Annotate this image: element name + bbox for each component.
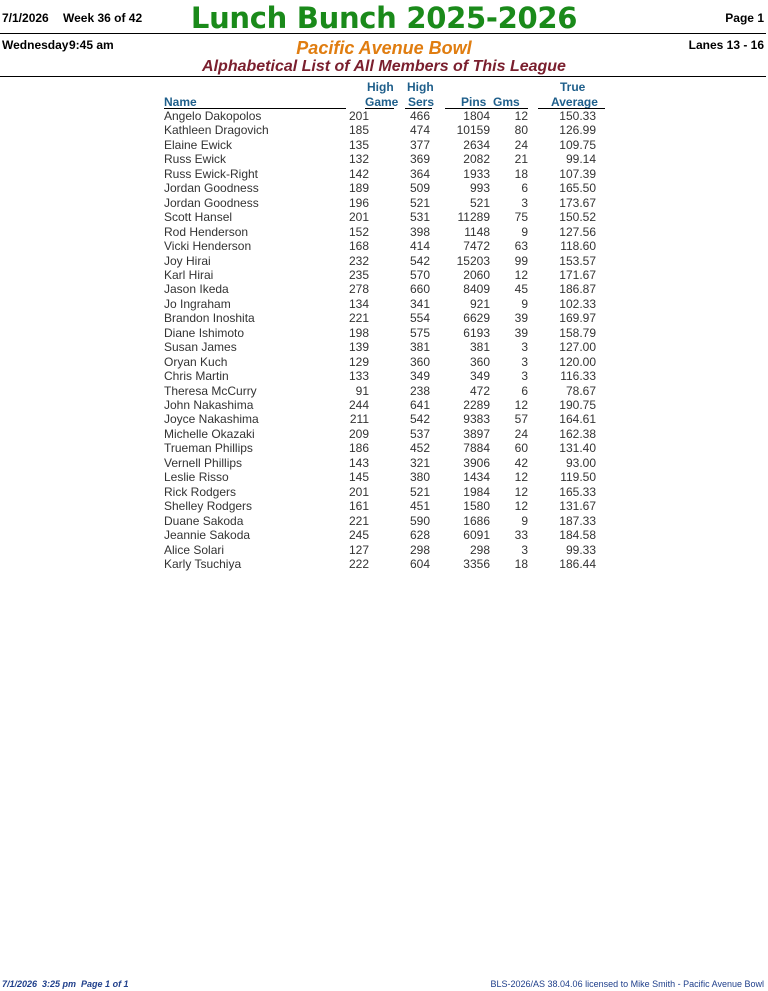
high-game-value: 278	[348, 282, 369, 297]
high-series-value: 542	[409, 253, 430, 268]
games-value: 99	[514, 253, 528, 268]
member-row	[0, 557, 768, 572]
page-number: Page 1	[725, 11, 764, 25]
member-name: Diane Ishimoto	[164, 325, 245, 340]
high-series-value: 360	[409, 354, 430, 369]
games-value: 24	[514, 137, 528, 152]
high-series-value: 380	[409, 470, 430, 485]
true-average-value: 99.14	[565, 152, 596, 167]
pins-value: 6091	[463, 528, 490, 543]
true-average-value: 164.61	[559, 412, 596, 427]
high-series-value: 341	[409, 296, 430, 311]
member-name: Karl Hirai	[164, 267, 214, 282]
member-row	[0, 297, 768, 312]
games-value: 9	[521, 224, 528, 239]
high-game-value: 211	[349, 412, 369, 427]
games-value: 39	[514, 325, 528, 340]
member-row	[0, 109, 768, 124]
high-series-value: 369	[409, 152, 430, 167]
pins-value: 3906	[463, 455, 490, 470]
true-average-value: 173.67	[559, 195, 596, 210]
games-value: 18	[514, 556, 528, 571]
pins-value: 1686	[463, 513, 490, 528]
high-series-value: 542	[409, 412, 430, 427]
member-row	[0, 398, 768, 413]
pins-value: 6629	[463, 311, 490, 326]
pins-value: 921	[469, 296, 490, 311]
member-row	[0, 282, 768, 297]
high-game-value: 152	[348, 224, 369, 239]
true-average-value: 165.33	[559, 484, 596, 499]
high-game-value: 168	[348, 239, 369, 254]
games-value: 3	[521, 542, 528, 557]
pins-value: 472	[469, 383, 490, 398]
true-average-value: 118.60	[560, 239, 596, 254]
member-name: Rick Rodgers	[164, 484, 237, 499]
high-series-value: 570	[409, 267, 430, 282]
true-average-value: 119.50	[560, 470, 596, 485]
true-average-value: 171.67	[559, 267, 596, 282]
high-game-value: 142	[348, 166, 369, 181]
high-series-value: 604	[409, 556, 430, 571]
member-name: Chris Martin	[164, 369, 229, 384]
high-game-value: 244	[348, 398, 369, 412]
member-name: Shelley Rodgers	[164, 499, 253, 514]
games-value: 18	[514, 166, 528, 181]
true-average-value: 186.44	[559, 556, 596, 571]
high-game-value: 143	[348, 455, 369, 470]
true-average-value: 127.56	[559, 224, 596, 239]
high-game-value: 235	[348, 267, 369, 282]
high-game-value: 133	[348, 369, 369, 384]
member-row	[0, 340, 768, 355]
member-row	[0, 528, 768, 543]
high-series-value: 364	[409, 166, 430, 181]
member-row	[0, 167, 768, 182]
pins-value: 1804	[463, 109, 490, 123]
column-header-high-game-top: High	[367, 80, 394, 94]
high-game-value: 145	[348, 470, 369, 485]
member-row	[0, 355, 768, 370]
pins-value: 2634	[463, 137, 490, 152]
member-name: Leslie Risso	[164, 470, 229, 485]
pins-value: 349	[469, 369, 490, 384]
high-series-value: 321	[409, 455, 430, 470]
pins-value: 11289	[457, 210, 490, 225]
member-name: Russ Ewick	[164, 152, 227, 167]
member-row	[0, 311, 768, 326]
high-series-value: 554	[409, 311, 430, 326]
high-game-value: 132	[348, 152, 369, 167]
league-title: Lunch Bunch 2025-2026	[190, 1, 578, 35]
pins-value: 3356	[463, 556, 490, 571]
pins-value: 993	[469, 181, 490, 196]
pins-value: 2289	[463, 398, 490, 412]
pins-value: 8409	[463, 282, 490, 297]
high-series-value: 452	[409, 441, 430, 456]
games-value: 6	[521, 383, 528, 398]
member-row	[0, 268, 768, 283]
pins-value: 360	[469, 354, 490, 369]
high-game-value: 201	[348, 109, 369, 123]
high-game-value: 209	[348, 426, 369, 441]
member-row	[0, 152, 768, 167]
column-header-pins-gms: Pins Gms	[461, 95, 520, 109]
pins-value: 7472	[463, 239, 490, 254]
games-value: 12	[514, 267, 528, 282]
high-series-value: 377	[409, 137, 430, 152]
pins-value: 1984	[463, 484, 490, 499]
true-average-value: 158.79	[559, 325, 596, 340]
league-time: 9:45 am	[69, 38, 114, 52]
high-series-value: 521	[409, 195, 430, 210]
league-day: Wednesday	[2, 38, 69, 52]
member-row	[0, 225, 768, 240]
week-indicator: Week 36 of 42	[63, 11, 143, 25]
high-series-value: 381	[409, 340, 430, 355]
pins-value: 1148	[464, 224, 490, 239]
column-header-true-top: True	[560, 80, 586, 94]
high-series-value: 531	[409, 210, 430, 225]
member-row	[0, 514, 768, 529]
member-row	[0, 499, 768, 514]
pins-value: 298	[469, 542, 490, 557]
games-value: 3	[521, 369, 528, 384]
member-name: Joy Hirai	[164, 253, 211, 268]
member-name: Brandon Inoshita	[164, 311, 255, 326]
true-average-value: 127.00	[559, 340, 596, 355]
games-value: 12	[514, 470, 528, 485]
member-name: Vernell Phillips	[164, 455, 243, 470]
pins-value: 7884	[463, 441, 490, 456]
member-name: Michelle Okazaki	[164, 426, 255, 441]
high-game-value: 201	[348, 210, 369, 225]
games-value: 33	[514, 528, 528, 543]
games-value: 60	[514, 441, 528, 456]
member-name: Elaine Ewick	[164, 137, 233, 152]
true-average-value: 153.57	[559, 253, 596, 268]
true-average-value: 116.33	[560, 369, 596, 384]
bowling-center-name: Pacific Avenue Bowl	[296, 38, 472, 58]
games-value: 75	[514, 210, 528, 225]
high-series-value: 521	[409, 484, 430, 499]
member-row	[0, 485, 768, 500]
pins-value: 15203	[456, 253, 490, 268]
high-game-value: 135	[348, 137, 369, 152]
games-value: 63	[514, 239, 528, 254]
true-average-value: 107.39	[559, 166, 596, 181]
high-game-value: 221	[348, 513, 369, 528]
true-average-value: 169.97	[559, 311, 596, 326]
games-value: 12	[514, 109, 528, 123]
member-name: Jordan Goodness	[164, 181, 259, 196]
true-average-value: 187.33	[559, 513, 596, 528]
member-name: Russ Ewick-Right	[164, 166, 259, 181]
high-game-value: 198	[348, 325, 369, 340]
true-average-value: 131.67	[559, 499, 596, 514]
high-game-value: 222	[348, 556, 369, 571]
member-name: Jordan Goodness	[164, 195, 259, 210]
pins-value: 1580	[463, 499, 490, 514]
high-series-value: 641	[409, 398, 430, 412]
member-name: Theresa McCurry	[164, 383, 257, 398]
member-row	[0, 384, 768, 399]
games-value: 39	[514, 311, 528, 326]
games-value: 42	[514, 455, 528, 470]
column-header-high-game-bottom: Game	[365, 95, 399, 109]
games-value: 21	[514, 152, 528, 167]
high-game-value: 196	[348, 195, 369, 210]
pins-value: 2082	[463, 152, 490, 167]
true-average-value: 186.87	[559, 282, 596, 297]
software-license: BLS-2026/AS 38.04.06 licensed to Mike Smith - Pacific Avenue Bowl	[490, 979, 764, 989]
member-row	[0, 470, 768, 485]
true-average-value: 78.67	[565, 383, 596, 398]
high-game-value: 221	[348, 311, 369, 326]
true-average-value: 162.38	[559, 426, 596, 441]
member-row	[0, 427, 768, 442]
print-timestamp: 7/1/2026 3:25 pm Page 1 of 1	[2, 979, 129, 989]
member-row	[0, 412, 768, 427]
member-name: Angelo Dakopolos	[164, 109, 262, 123]
high-game-value: 161	[348, 499, 369, 514]
high-series-value: 466	[409, 109, 430, 123]
member-name: Vicki Henderson	[164, 239, 252, 254]
column-header-average: Average	[551, 95, 598, 109]
true-average-value: 150.52	[559, 210, 596, 225]
high-series-value: 349	[409, 369, 430, 384]
report-date: 7/1/2026	[2, 11, 49, 25]
high-series-value: 590	[409, 513, 430, 528]
high-game-value: 91	[355, 383, 369, 398]
high-series-value: 451	[409, 499, 430, 514]
high-game-value: 139	[348, 340, 369, 355]
member-row	[0, 123, 768, 138]
pins-value: 1434	[463, 470, 490, 485]
true-average-value: 99.33	[565, 542, 596, 557]
high-series-value: 537	[409, 426, 430, 441]
games-value: 12	[514, 398, 528, 412]
games-value: 24	[514, 426, 528, 441]
column-header-high-sers-top: High	[407, 80, 434, 94]
member-name: John Nakashima	[164, 398, 254, 412]
high-game-value: 185	[348, 123, 369, 138]
games-value: 57	[514, 412, 528, 427]
high-game-value: 134	[348, 296, 369, 311]
games-value: 45	[514, 282, 528, 297]
high-series-value: 509	[409, 181, 430, 196]
member-name: Karly Tsuchiya	[164, 556, 242, 571]
games-value: 80	[514, 123, 528, 138]
games-value: 3	[521, 195, 528, 210]
true-average-value: 93.00	[565, 455, 596, 470]
pins-value: 1933	[463, 166, 490, 181]
high-series-value: 474	[409, 123, 430, 138]
member-row	[0, 239, 768, 254]
member-row	[0, 254, 768, 269]
true-average-value: 165.50	[559, 181, 596, 196]
high-game-value: 127	[348, 542, 369, 557]
games-value: 3	[521, 354, 528, 369]
member-row	[0, 441, 768, 456]
member-name: Trueman Phillips	[164, 441, 253, 456]
games-value: 12	[514, 499, 528, 514]
games-value: 3	[521, 340, 528, 355]
pins-value: 521	[469, 195, 490, 210]
high-series-value: 398	[409, 224, 430, 239]
high-game-value: 245	[348, 528, 369, 543]
high-series-value: 660	[409, 282, 430, 297]
high-game-value: 201	[348, 484, 369, 499]
member-row	[0, 138, 768, 153]
header-divider	[0, 33, 766, 34]
pins-value: 9383	[463, 412, 490, 427]
high-series-value: 414	[409, 239, 430, 254]
games-value: 6	[521, 181, 528, 196]
games-value: 9	[521, 296, 528, 311]
member-name: Kathleen Dragovich	[164, 123, 269, 138]
games-value: 9	[521, 513, 528, 528]
pins-value: 381	[469, 340, 490, 355]
member-row	[0, 543, 768, 558]
member-row	[0, 326, 768, 341]
high-series-value: 628	[409, 528, 430, 543]
games-value: 12	[514, 484, 528, 499]
true-average-value: 184.58	[559, 528, 596, 543]
member-name: Scott Hansel	[164, 210, 233, 225]
pins-value: 3897	[463, 426, 490, 441]
high-game-value: 186	[348, 441, 369, 456]
pins-value: 2060	[463, 267, 490, 282]
pins-value: 10159	[456, 123, 490, 138]
true-average-value: 131.40	[559, 441, 596, 456]
true-average-value: 109.75	[559, 137, 596, 152]
member-name: Jo Ingraham	[164, 296, 231, 311]
member-row	[0, 196, 768, 211]
member-name: Oryan Kuch	[164, 354, 228, 369]
high-series-value: 575	[409, 325, 430, 340]
true-average-value: 120.00	[559, 354, 596, 369]
member-row	[0, 369, 768, 384]
true-average-value: 190.75	[559, 398, 596, 412]
pins-value: 6193	[463, 325, 490, 340]
member-name: Joyce Nakashima	[164, 412, 259, 427]
member-name: Jason Ikeda	[164, 282, 229, 297]
column-header-high-sers-bottom: Sers	[408, 95, 435, 109]
high-game-value: 232	[348, 253, 369, 268]
report-title: Alphabetical List of All Members of This League	[202, 58, 566, 75]
high-series-value: 238	[409, 383, 430, 398]
member-name: Susan James	[164, 340, 237, 355]
member-name: Duane Sakoda	[164, 513, 244, 528]
true-average-value: 126.99	[559, 123, 596, 138]
lanes-range: Lanes 13 - 16	[688, 38, 764, 52]
member-row	[0, 210, 768, 225]
title-divider	[0, 76, 766, 77]
true-average-value: 150.33	[559, 109, 596, 123]
member-row	[0, 456, 768, 471]
true-average-value: 102.33	[559, 296, 596, 311]
high-game-value: 189	[348, 181, 369, 196]
column-header-name: Name	[164, 95, 197, 109]
member-row	[0, 181, 768, 196]
high-series-value: 298	[409, 542, 430, 557]
member-name: Alice Solari	[164, 542, 225, 557]
high-game-value: 129	[348, 354, 369, 369]
member-name: Jeannie Sakoda	[164, 528, 251, 543]
member-name: Rod Henderson	[164, 224, 249, 239]
